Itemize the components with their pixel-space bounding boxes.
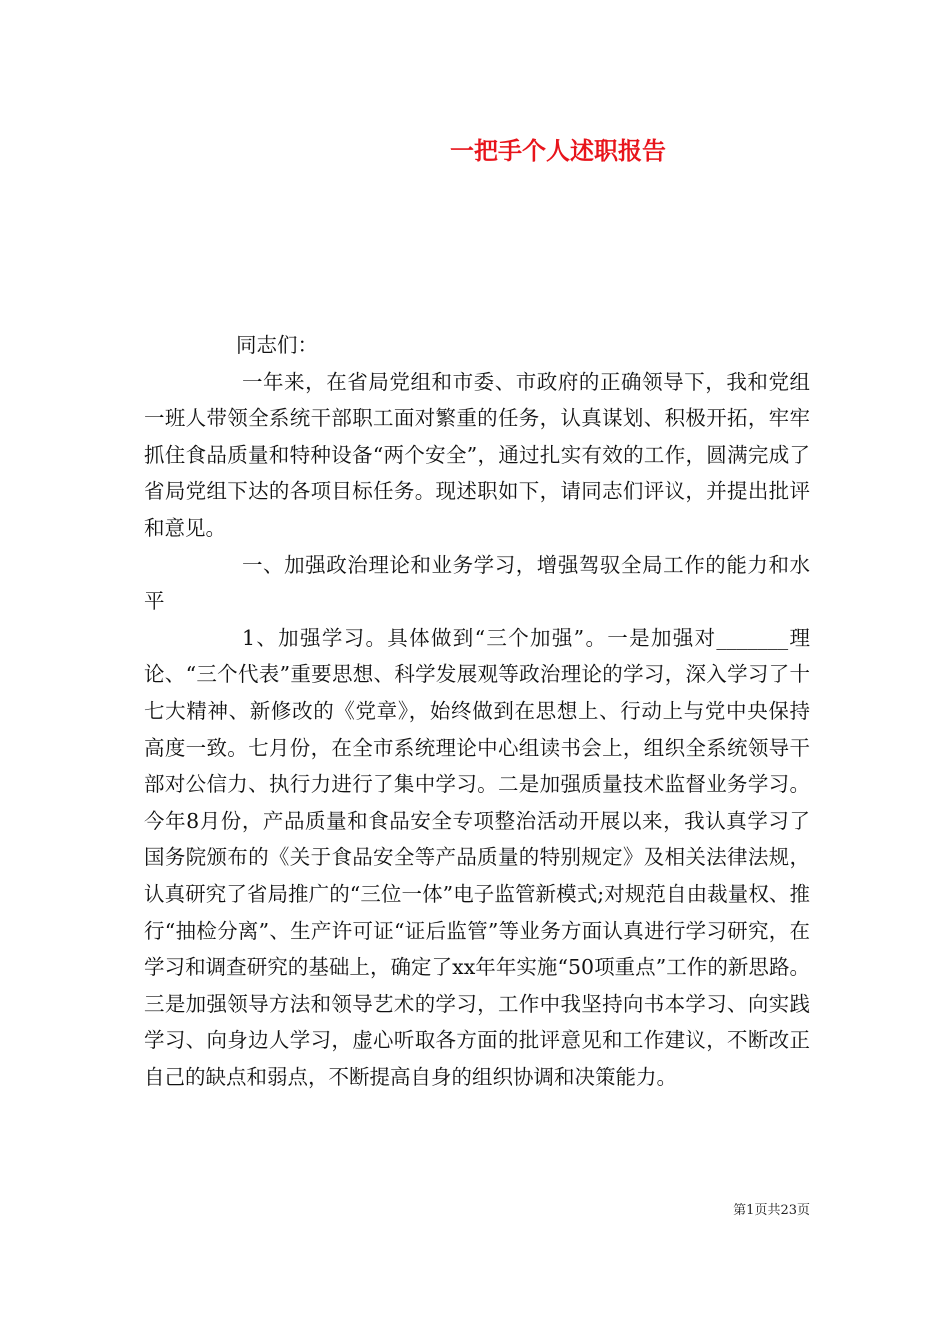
- paragraph-study-start: 1、加强学习。具体做到“三个加强”。一是加强对: [242, 625, 717, 650]
- document-title: 一把手个人述职报告: [450, 136, 666, 165]
- paragraph-study-rest: 理论、“三个代表”重要思想、科学发展观等政治理论的学习，深入学习了十七大精神、新修改的《党章》，始终做到在思想上、行动上与党中央保持高度一致。七月份，在全市系统理论中心组读书会上，组织全系统领导干部对公信力、执行力进行了集中学习。二是加强质量技术监督业务学习。今年8月份，产品质量和食品安全专项整治活动开展以来，我认真学习了国务院颁布的《关于食品安全等产品质量的特别规定》及相关法律法规，认真研究了省局推广的“三位一体”电子监管新模式;对规范自由裁量权、推行“抽检分离”、生产许可证“证后监管”等业务方面认真进行学习研究，在学习和调查研究的基础上，确定了xx年年实施“50项重点”工作的新思路。三是加强领导方法和领导艺术的学习，工作中我坚持向书本学习、向实践学习、向身边人学习，虚心听取各方面的批评意见和工作建议，不断改正自己的缺点和弱点，不断提高自身的组织协调和决策能力。: [144, 625, 810, 1089]
- paragraph-intro: 一年来，在省局党组和市委、市政府的正确领导下，我和党组一班人带领全系统干部职工面对繁重的任务，认真谋划、积极开拓，牢牢抓住食品质量和特种设备“两个安全”，通过扎实有效的工作，圆满完成了省局党组下达的各项目标任务。现述职如下，请同志们评议，并提出批评和意见。: [144, 369, 810, 540]
- page-number-footer: 第1页共23页: [733, 1203, 810, 1218]
- section-heading-1: 一、加强政治理论和业务学习，增强驾驭全局工作的能力和水平: [144, 552, 810, 614]
- salutation: 同志们：: [236, 333, 318, 357]
- paragraph-study: [144, 620, 810, 1096]
- fill-in-blank: _______: [716, 625, 789, 650]
- document-body: [144, 327, 810, 1095]
